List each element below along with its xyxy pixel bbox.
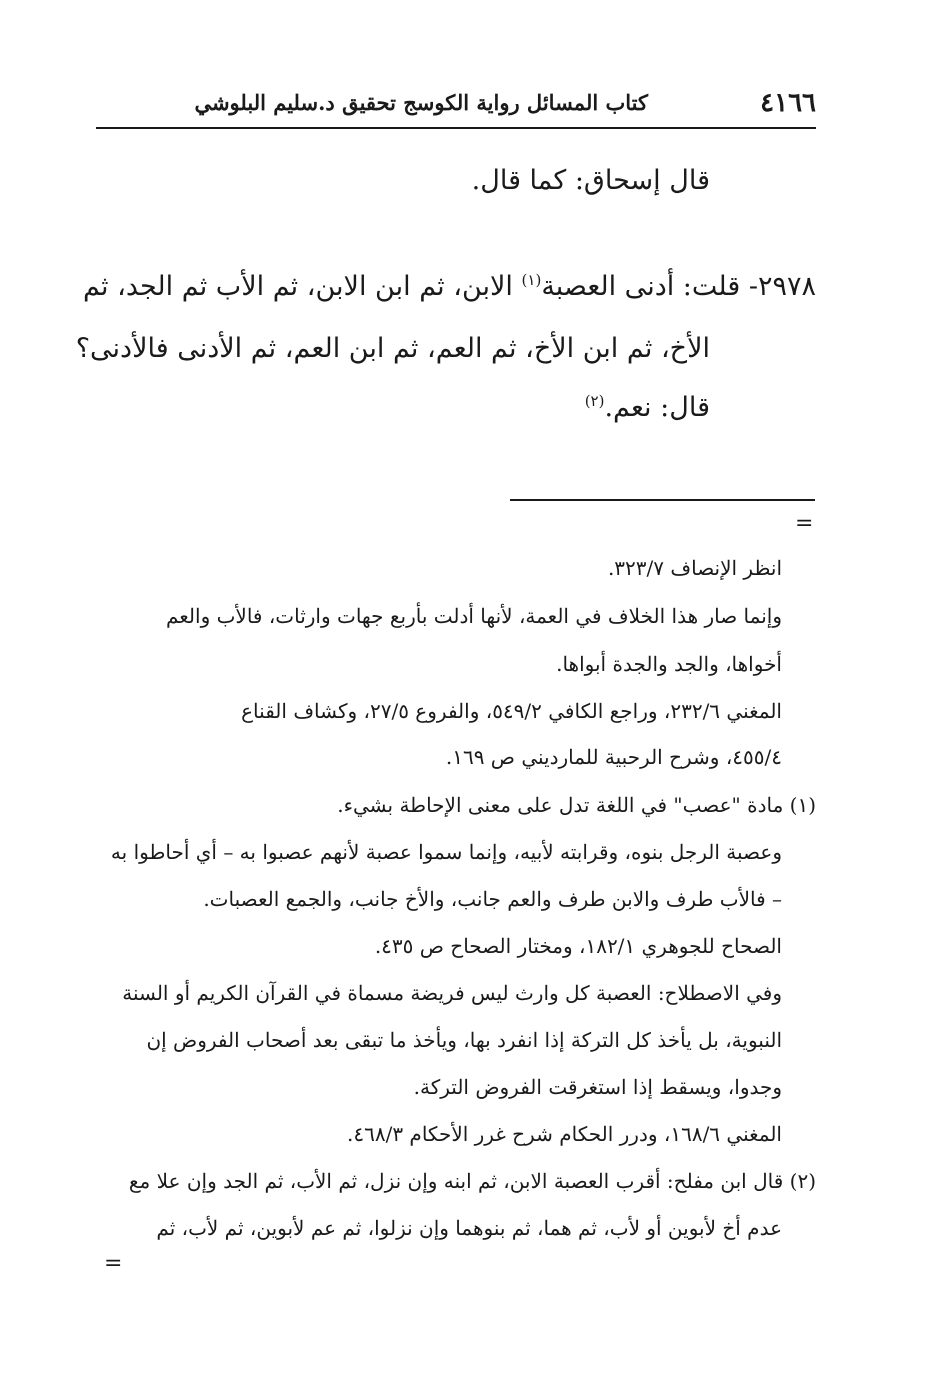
question-number: ٢٩٧٨- — [748, 271, 816, 302]
question-line-1 — [83, 271, 816, 302]
footnote-line: عدم أخ لأبوين أو لأب، ثم هما، ثم بنوهما وإن نزلوا، ثم عم لأبوين، ثم لأب، ثم — [156, 1216, 782, 1240]
answer-line — [585, 392, 710, 423]
header-rule — [96, 127, 816, 129]
footnote-line: المغني ٢٣٢/٦، وراجع الكافي ٥٤٩/٢، والفروع ٢٧/٥، وكشاف القناع — [241, 699, 782, 723]
footnote-ref-1[interactable]: (١) — [521, 271, 542, 289]
ishaq-line: قال إسحاق: كما قال. — [471, 165, 710, 196]
footnote-line: انظر الإنصاف ٣٢٣/٧. — [607, 556, 782, 580]
running-title: كتاب المسائل رواية الكوسج تحقيق د.سليم البلوشي — [194, 90, 648, 115]
page-header — [96, 86, 816, 126]
footnote-line: الصحاح للجوهري ١٨٢/١، ومختار الصحاح ص ٤٣٥. — [374, 934, 782, 958]
footnote-line: وإنما صار هذا الخلاف في العمة، لأنها أدلت بأربع جهات وارثات، فالأب والعم — [165, 604, 782, 628]
answer-text: قال: نعم. — [604, 392, 710, 423]
footnote-line: أخواها، والجد والجدة أبواها. — [556, 652, 782, 676]
footnote-line: ٤٥٥/٤، وشرح الرحبية للمارديني ص ١٦٩. — [445, 745, 782, 769]
footnote-1-start: (١) مادة "عصب" في اللغة تدل على معنى الإحاطة بشيء. — [337, 793, 816, 817]
continuation-mark: = — [795, 511, 814, 536]
footnote-ref-2[interactable]: (٢) — [584, 392, 605, 410]
footnote-line: وجدوا، ويسقط إذا استغرقت الفروض التركة. — [413, 1075, 782, 1099]
footnote-line: وعصبة الرجل بنوه، وقرابته لأبيه، وإنما سموا عصبة لأنهم عصبوا به – أي أحاطوا به — [110, 840, 782, 864]
footnote-line: وفي الاصطلاح: العصبة كل وارث ليس فريضة مسماة في القرآن الكريم أو السنة — [122, 981, 782, 1005]
footnote-line: – فالأب طرف والابن طرف والعم جانب، والأخ جانب، والجمع العصبات. — [203, 887, 782, 911]
footnote-separator — [510, 499, 815, 501]
continuation-mark-bottom: = — [104, 1251, 123, 1276]
page-number: ٤١٦٦ — [760, 88, 816, 118]
question-line-2: الأخ، ثم ابن الأخ، ثم العم، ثم ابن العم، ثم الأدنى فالأدنى؟ — [75, 333, 710, 364]
question-text-a: قلت: أدنى العصبة — [541, 271, 749, 302]
footnote-line: المغني ١٦٨/٦، ودرر الحكام شرح غرر الأحكام ٤٦٨/٣. — [347, 1122, 782, 1146]
footnote-line: النبوية، بل يأخذ كل التركة إذا انفرد بها، ويأخذ ما تبقى بعد أصحاب الفروض إن — [146, 1028, 782, 1052]
question-text-b: الابن، ثم ابن الابن، ثم الأب ثم الجد، ثم — [83, 271, 522, 302]
footnote-2-start: (٢) قال ابن مفلح: أقرب العصبة الابن، ثم ابنه وإن نزل، ثم الأب، ثم الجد وإن علا مع — [128, 1169, 816, 1193]
